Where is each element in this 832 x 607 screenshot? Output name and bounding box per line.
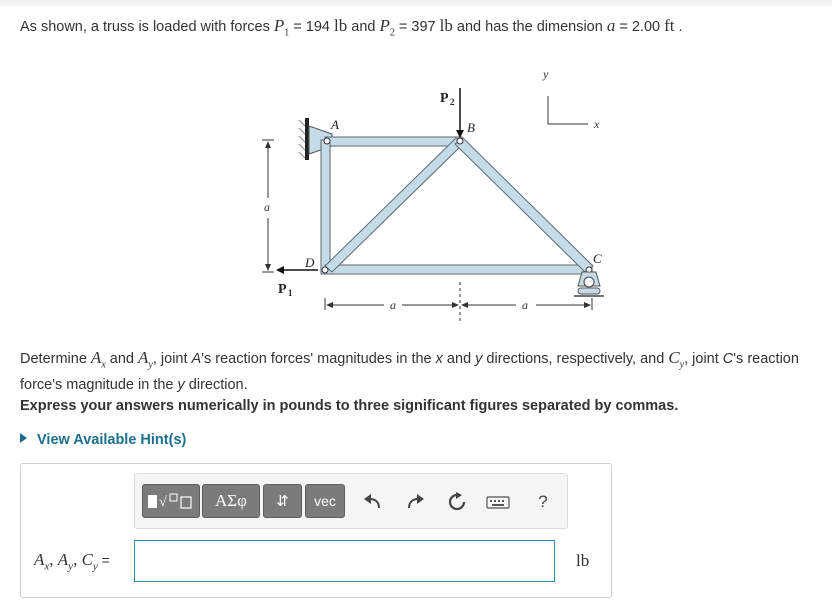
member-bc — [455, 138, 593, 272]
label-a-vertical: a — [264, 200, 270, 214]
truss-figure — [252, 60, 622, 330]
answer-sep-2: , — [73, 550, 82, 569]
label-p2-sub: 2 — [450, 97, 455, 107]
axes-icon — [548, 96, 588, 124]
member-dc — [325, 265, 592, 274]
member-ad — [321, 140, 330, 274]
joint-b — [457, 138, 463, 144]
view-hints-link[interactable] — [20, 432, 186, 448]
redo-icon[interactable] — [403, 490, 427, 514]
vec-button[interactable]: vec — [305, 484, 345, 518]
axis-x-label: x — [594, 117, 600, 131]
label-a: A — [331, 117, 339, 132]
unit-label: lb — [576, 551, 590, 570]
label-d: D — [305, 255, 315, 270]
greek-button[interactable]: ΑΣφ — [202, 484, 260, 518]
label-p2: P — [440, 91, 449, 106]
keyboard-icon[interactable] — [485, 490, 511, 514]
member-ab — [325, 137, 462, 146]
label-a-left: a — [390, 298, 396, 312]
answer-input[interactable] — [134, 540, 555, 582]
reset-icon[interactable] — [445, 490, 469, 514]
templates-icon — [146, 489, 196, 513]
problem-statement: As shown, a truss is loaded with forces $P_1 = 194$ lb and $P_2 = 397$ lb and has the dimension a = 2.00 ft . — [20, 16, 683, 39]
math-toolbar — [134, 473, 568, 529]
hints-label: View Available Hint(s) — [37, 432, 187, 448]
label-b: B — [467, 120, 475, 135]
undo-icon[interactable] — [361, 490, 385, 514]
label-a-right: a — [522, 298, 528, 312]
help-button[interactable]: ? — [538, 492, 548, 511]
joint-a — [324, 138, 330, 144]
svg-text:√: √ — [159, 495, 167, 510]
label-p1-sub: 1 — [288, 288, 293, 298]
instruction-text: Express your answers numerically in pounds to three significant figures separated by commas. — [20, 398, 679, 414]
force-unit-2: lb — [439, 16, 453, 35]
top-bar — [0, 0, 832, 6]
expand-triangle-icon — [20, 433, 27, 443]
arrows-button[interactable]: ⇵ — [263, 484, 302, 518]
horizontal-dimension — [325, 282, 592, 322]
question-text: Determine $A_x$ and $A_y$, joint A's reaction forces' magnitudes in the x and y directions, respectively, and $C_y$, joint C's reaction force's magnitude in the y direction. — [20, 348, 799, 394]
joint-d — [322, 267, 328, 273]
label-c: C — [593, 251, 602, 266]
answer-label: $A_x$, $A_y$, $C_y$ = — [34, 550, 110, 573]
templates-button[interactable] — [142, 484, 200, 518]
wall-support — [305, 118, 309, 160]
member-bd — [325, 138, 463, 272]
axis-y-label: y — [543, 67, 549, 81]
wall-hatch — [299, 120, 305, 158]
label-p1: P — [278, 282, 287, 297]
